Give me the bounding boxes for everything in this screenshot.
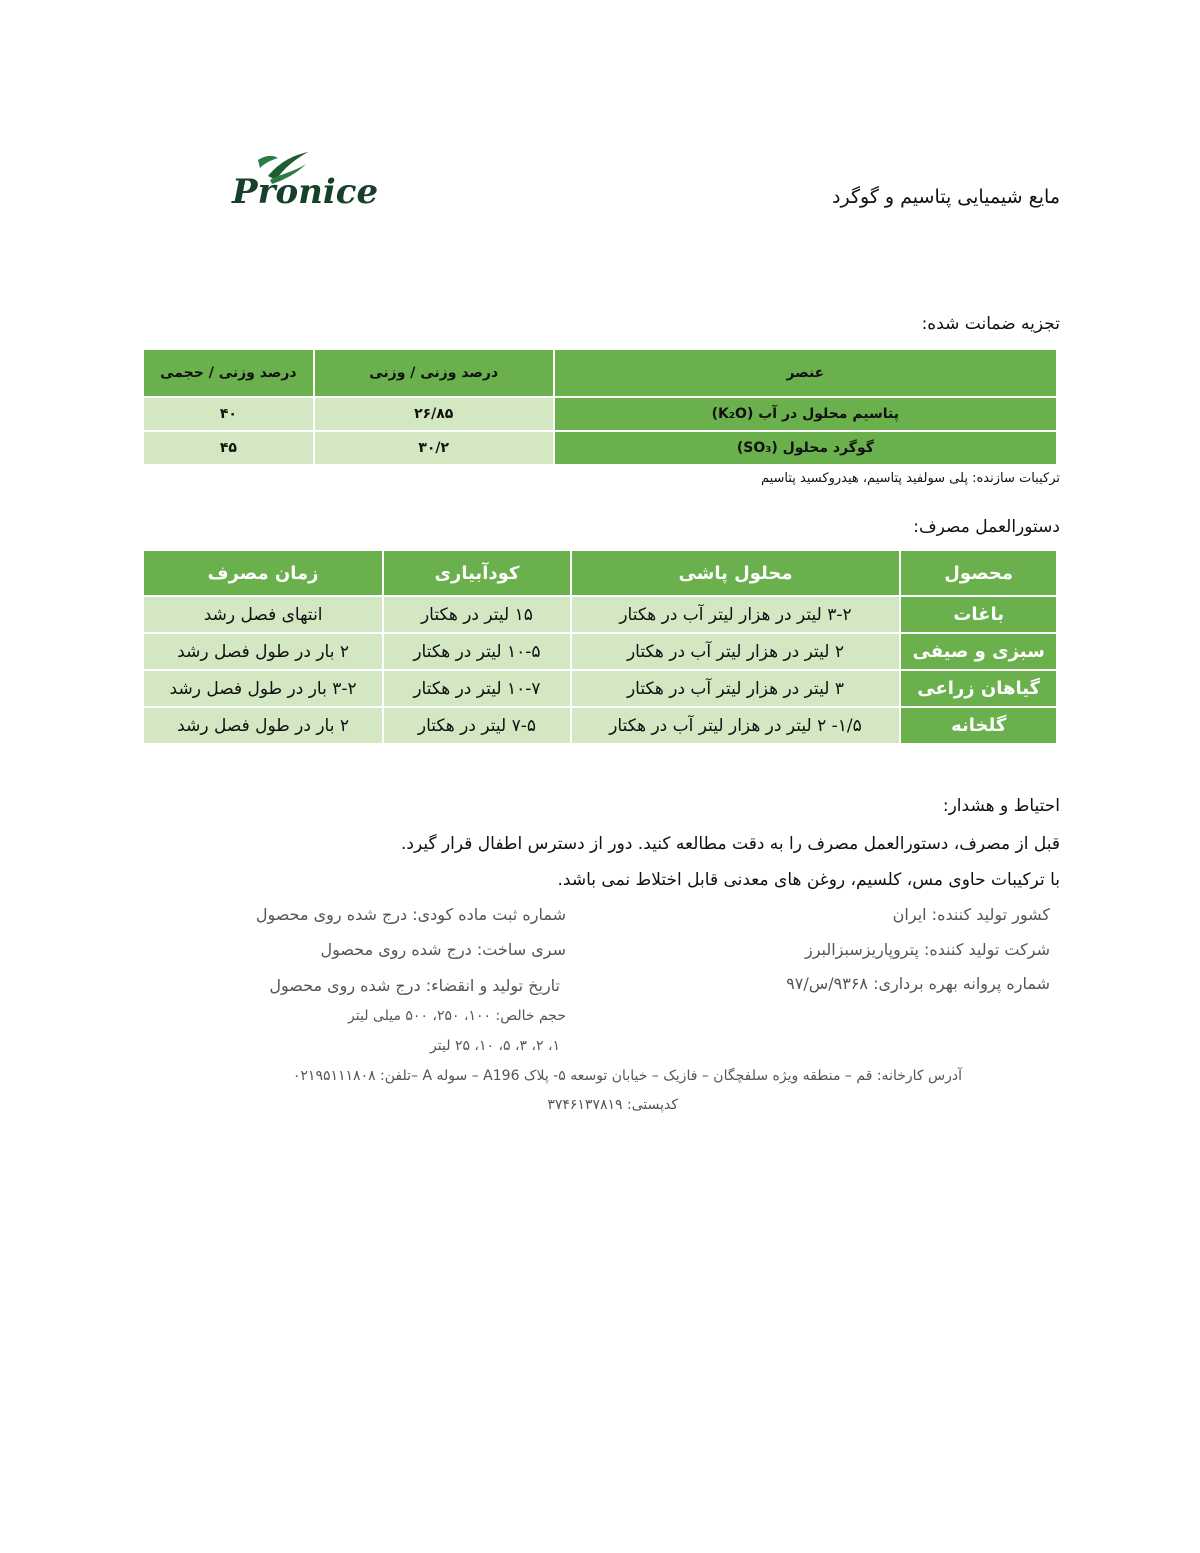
analysis-ww-value: ۳۰/۲ [314, 431, 554, 465]
brand-logo [228, 150, 379, 220]
analysis-header-ww: درصد وزنی / وزنی [314, 349, 554, 397]
net-volume: حجم خالص: ۱۰۰، ۲۵۰، ۵۰۰ میلی لیتر [348, 1008, 566, 1024]
analysis-element: پتاسیم محلول در آب (K₂O) [554, 397, 1057, 431]
usage-time: ۲ بار در طول فصل رشد [143, 707, 383, 744]
fertilizer-registration: شماره ثبت ماده کودی: درج شده روی محصول [255, 905, 566, 924]
analysis-row [143, 431, 1057, 465]
license-number: شماره پروانه بهره برداری: ۹۳۶۸/س/۹۷ [786, 974, 1050, 993]
usage-row [143, 670, 1057, 707]
logo-wordmark: Pronice [232, 172, 379, 212]
usage-crop: باغات [900, 596, 1057, 633]
usage-header-row [143, 550, 1057, 596]
analysis-header-element: عنصر [554, 349, 1057, 397]
usage-crop: گیاهان زراعی [900, 670, 1057, 707]
usage-time: ۲ بار در طول فصل رشد [143, 633, 383, 670]
usage-fertigation: ۷-۵ لیتر در هکتار [383, 707, 570, 744]
usage-time: ۳-۲ بار در طول فصل رشد [143, 670, 383, 707]
analysis-header-wv: درصد وزنی / حجمی [143, 349, 314, 397]
usage-header-fertigation: کودآبیاری [383, 550, 570, 596]
net-volume-liters: ۱، ۲، ۳، ۵، ۱۰، ۲۵ لیتر [430, 1038, 560, 1054]
usage-fertigation: ۱۰-۷ لیتر در هکتار [383, 670, 570, 707]
usage-header-spray: محلول پاشی [571, 550, 901, 596]
caution-heading: احتیاط و هشدار: [942, 796, 1060, 816]
manufacturer-country: کشور تولید کننده: ایران [892, 905, 1050, 924]
analysis-table [142, 348, 1058, 466]
caution-line: با ترکیبات حاوی مس، کلسیم، روغن های معدنی قابل اختلاط نمی باشد. [557, 870, 1060, 890]
usage-fertigation: ۱۰-۵ لیتر در هکتار [383, 633, 570, 670]
analysis-wv-value: ۴۵ [143, 431, 314, 465]
usage-spray: ۳ لیتر در هزار لیتر آب در هکتار [571, 670, 901, 707]
analysis-heading: تجزیه ضمانت شده: [921, 314, 1060, 334]
batch-number: سری ساخت: درج شده روی محصول [320, 940, 566, 959]
caution-line: قبل از مصرف، دستورالعمل مصرف را به دقت مطالعه کنید. دور از دسترس اطفال قرار گیرد. [400, 834, 1060, 854]
analysis-header-row [143, 349, 1057, 397]
manufacturer-company: شرکت تولید کننده: پتروپاریزسبزالبرز [804, 940, 1050, 959]
analysis-row [143, 397, 1057, 431]
usage-header-crop: محصول [900, 550, 1057, 596]
usage-spray: ۳-۲ لیتر در هزار لیتر آب در هکتار [571, 596, 901, 633]
usage-row [143, 633, 1057, 670]
production-expiry-dates: تاریخ تولید و انقضاء: درج شده روی محصول [269, 976, 560, 995]
analysis-element: گوگرد محلول (SO₃) [554, 431, 1057, 465]
ingredients-note: ترکیبات سازنده: پلی سولفید پتاسیم، هیدروکسید پتاسیم [760, 471, 1060, 486]
usage-row [143, 596, 1057, 633]
analysis-ww-value: ۲۶/۸۵ [314, 397, 554, 431]
page-title: مایع شیمیایی پتاسیم و گوگرد [832, 186, 1060, 208]
usage-spray: ۲ لیتر در هزار لیتر آب در هکتار [571, 633, 901, 670]
factory-address: آدرس کارخانه: قم – منطقه ویژه سلفچگان – فازیک – خیابان توسعه ۵- پلاک A196 – سوله A –تلفن: ۰۲۱۹۵۱۱۱۸۰۸ [292, 1068, 962, 1084]
usage-table [142, 549, 1058, 745]
usage-heading: دستورالعمل مصرف: [913, 517, 1060, 537]
usage-header-time: زمان مصرف [143, 550, 383, 596]
usage-crop: گلخانه [900, 707, 1057, 744]
usage-spray: ۱/۵- ۲ لیتر در هزار لیتر آب در هکتار [571, 707, 901, 744]
postal-code: کدپستی: ۳۷۴۶۱۳۷۸۱۹ [547, 1097, 678, 1113]
analysis-wv-value: ۴۰ [143, 397, 314, 431]
usage-crop: سبزی و صیفی [900, 633, 1057, 670]
usage-row [143, 707, 1057, 744]
usage-time: انتهای فصل رشد [143, 596, 383, 633]
usage-fertigation: ۱۵ لیتر در هکتار [383, 596, 570, 633]
